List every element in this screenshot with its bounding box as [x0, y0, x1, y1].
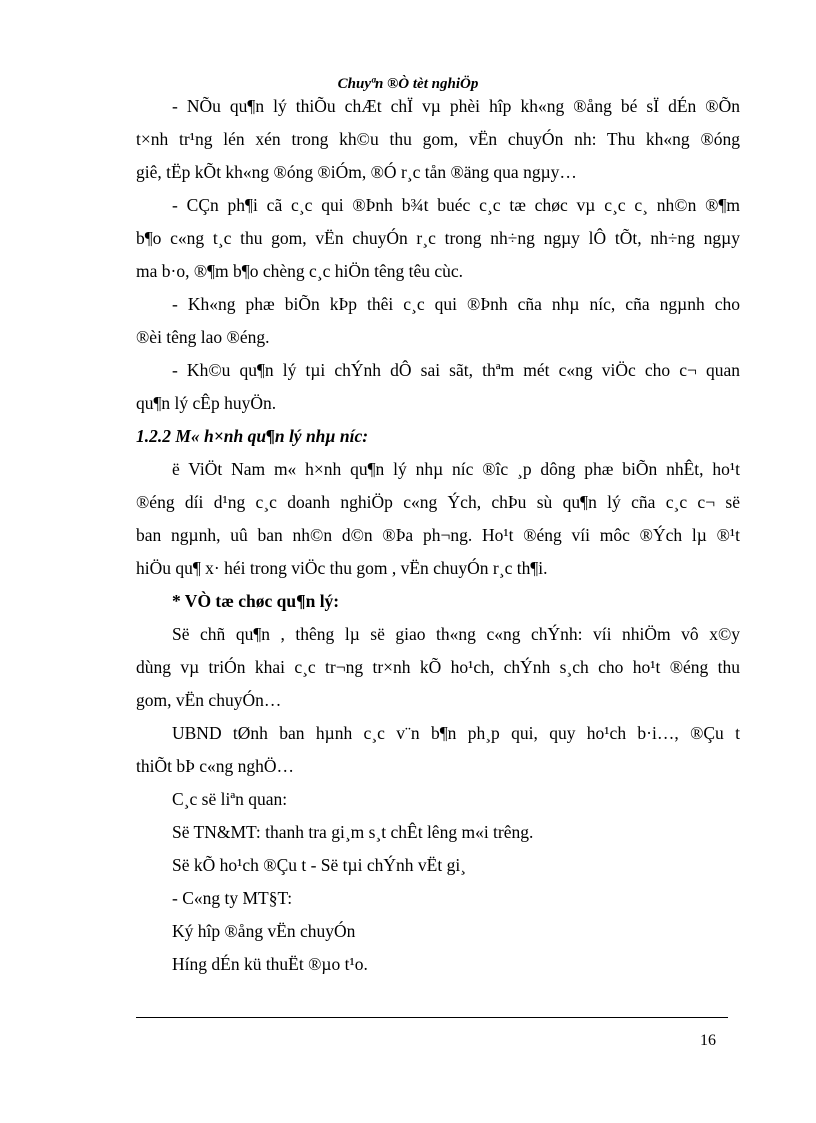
text-line: ban ngµnh, uû ban nh©n d©n ®Þa ph¬ng. Ho¹t ®éng víi môc ®Ých lµ ®¹t [136, 525, 740, 545]
text-line: - Kh©u qu¶n lý tµi chÝnh dÔ sai sãt, thªm mét c«ng viÖc cho c¬ quan [172, 360, 740, 380]
page-number: 16 [700, 1032, 716, 1049]
text-line: ®èi têng lao ®éng. [136, 327, 270, 347]
subsection-heading: * VÒ tæ chøc qu¶n lý: [172, 591, 340, 611]
text-line: Së kÕ ho¹ch ®Çu t - Së tµi chÝnh vËt gi¸ [172, 855, 467, 875]
footer-rule [136, 1017, 728, 1018]
text-line: t×nh tr¹ng lén xén trong kh©u thu gom, vËn chuyÓn nh: Thu kh«ng ®óng [136, 129, 740, 149]
text-line: b¶o c«ng t¸c thu gom, vËn chuyÓn r¸c trong nh÷ng ngµy lÔ tÕt, nh÷ng ngµy [136, 228, 740, 248]
text-line: Ký hîp ®ång vËn chuyÓn [172, 921, 356, 941]
text-line: ma b·o, ®¶m b¶o chèng c¸c hiÖn têng têu cùc. [136, 261, 464, 281]
text-line: Híng dÉn kü thuËt ®µo t¹o. [172, 954, 368, 974]
text-line: Së chñ qu¶n , thêng lµ së giao th«ng c«ng chÝnh: víi nhiÖm vô x©y [172, 624, 740, 644]
running-header: Chuyªn ®Ò tèt nghiÖp [337, 76, 479, 92]
text-line: C¸c së liªn quan: [172, 789, 288, 809]
text-line: UBND tØnh ban hµnh c¸c v¨n b¶n ph¸p qui, quy ho¹ch b·i…, ®Çu t [172, 723, 740, 743]
text-line: giê, tËp kÕt kh«ng ®óng ®iÓm, ®Ó r¸c tån ®äng qua ngµy… [136, 162, 577, 182]
text-line: qu¶n lý cÊp huyÖn. [136, 393, 277, 413]
text-line: - Kh«ng phæ biÕn kÞp thêi c¸c qui ®Þnh cña nhµ níc, cña ngµnh cho [172, 294, 740, 314]
text-line: dùng vµ triÓn khai c¸c tr¬ng tr×nh kÕ ho¹ch, chÝnh s¸ch cho ho¹t ®éng thu [136, 657, 740, 677]
text-line: - CÇn ph¶i cã c¸c qui ®Þnh b¾t buéc c¸c tæ chøc vµ c¸c c¸ nh©n ®¶m [172, 195, 740, 215]
text-line: ®éng díi d¹ng c¸c doanh nghiÖp c«ng Ých, chÞu sù qu¶n lý cña c¸c c¬ së [136, 492, 740, 512]
text-line: - NÕu qu¶n lý thiÕu chÆt chÏ vµ phèi hîp kh«ng ®ång bé sÏ dÉn ®Õn [172, 96, 740, 116]
section-heading: 1.2.2 M« h×nh qu¶n lý nhµ níc: [136, 426, 369, 446]
text-line: hiÖu qu¶ x· héi trong viÖc thu gom , vËn chuyÓn r¸c th¶i. [136, 558, 548, 578]
text-line: ë ViÖt Nam m« h×nh qu¶n lý nhµ níc ®îc ¸p dông phæ biÕn nhÊt, ho¹t [172, 459, 740, 479]
text-line: thiÕt bÞ c«ng nghÖ… [136, 756, 294, 776]
text-line: Së TN&MT: thanh tra gi¸m s¸t chÊt lêng m«i trêng. [172, 822, 534, 842]
text-line: gom, vËn chuyÓn… [136, 690, 282, 710]
text-line: - C«ng ty MT§T: [172, 888, 293, 908]
